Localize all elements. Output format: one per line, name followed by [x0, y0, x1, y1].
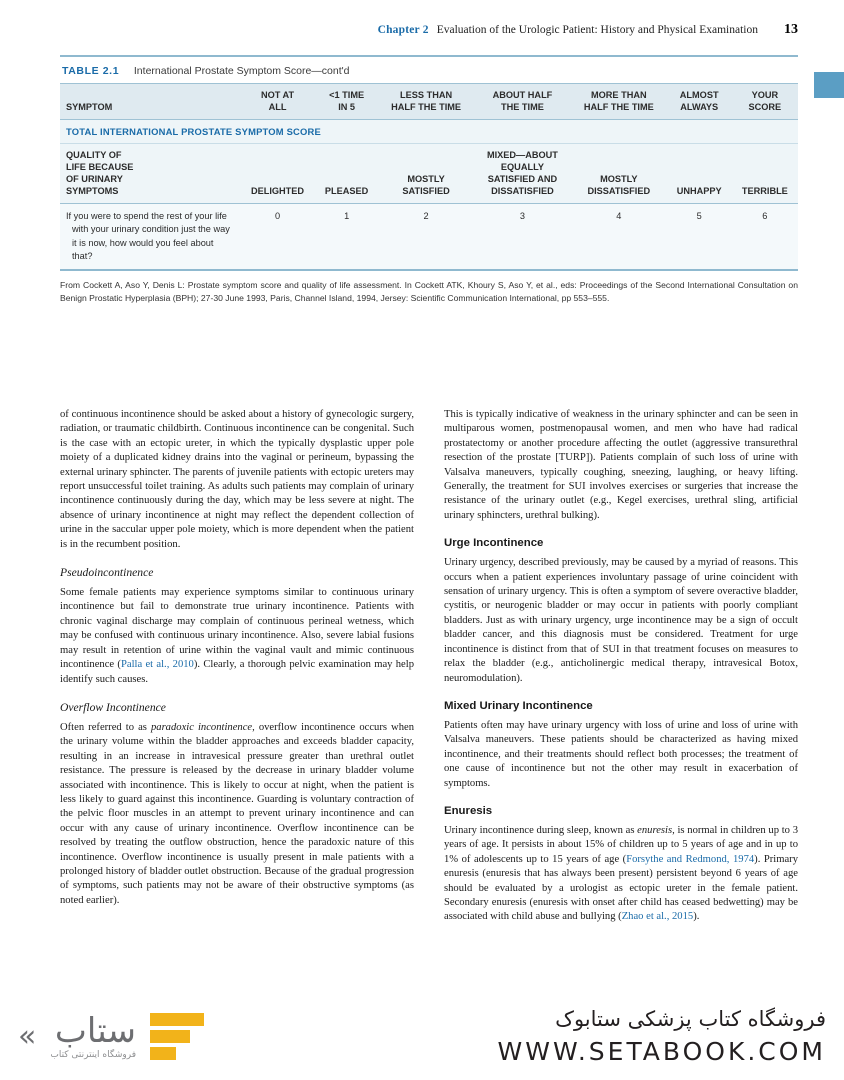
body-columns: [60, 408, 798, 925]
footer-banner: [0, 992, 844, 1080]
line2: ALWAYS: [680, 101, 719, 112]
line2: SATISFIED: [402, 185, 450, 196]
line1: LESS THAN: [400, 90, 453, 100]
paragraph-pseudoincontinence: [60, 586, 414, 687]
line2: HALF THE TIME: [583, 101, 654, 112]
text-d: ).: [693, 911, 700, 923]
qol-question-cell: [60, 203, 240, 269]
qol-option-pleased: [315, 144, 378, 204]
col-header-symptom: [60, 84, 240, 120]
heading-enuresis: Enuresis: [444, 804, 493, 817]
qol-label-line2: LIFE BECAUSE: [66, 161, 134, 172]
footer-url[interactable]: WWW.SETABOOK.COM: [497, 1036, 826, 1066]
citation-palla-2010[interactable]: Palla et al., 2010: [120, 659, 194, 671]
qol-score-2: 2: [378, 203, 474, 269]
qol-score-3: 3: [474, 203, 571, 269]
line1: YOUR: [751, 90, 779, 100]
line1: PLEASED: [324, 185, 369, 196]
col-header-more-than-half: [571, 84, 667, 120]
table-header-row: [60, 84, 798, 120]
qol-label-line4: SYMPTOMS: [66, 185, 119, 196]
qol-question-text: If you were to spend the rest of your life with your urinary condition just the way it is now, how would you feel about that?: [66, 210, 230, 261]
line1: TERRIBLE: [741, 185, 788, 196]
text-b: is normal in children up to 3 years of age. It persists in about 15% of children up to 5 years of age and in up to 1% of adolescents up to 15 years of age (: [444, 824, 798, 865]
qol-label: [60, 144, 240, 204]
brand-subtitle-fa: فروشگاه اینترنتی کتاب: [50, 1049, 137, 1060]
line1: NOT AT: [260, 90, 295, 100]
text-c: ). Primary enuresis (enuresis that has always been present) persistent beyond 6 years of age should be evaluated by a urologist as ectopic ureter in the female patient. Secondary enuresis (enuresis with onset after child has ceased bedwetting) may be associated with child abuse and bullying (: [444, 853, 798, 923]
qol-score-1: 1: [315, 203, 378, 269]
text-a: Some female patients may experience symptoms similar to continuous urinary incontinence but fail to demonstrate true urinary incontinence. Patients with chronic vaginal discharge may complain of continuous perineal wetness, which may be confused with continuous urinary incontinence. Also, severe labial fusions may result in retention of urine within the vaginal vault and mimic continuous incontinence (: [60, 587, 414, 671]
running-head-chapter: Chapter 2: [377, 24, 429, 36]
text-a: Often referred to as: [60, 721, 151, 733]
logo-bar-3: [150, 1047, 176, 1060]
running-head: [60, 22, 798, 38]
paragraph-urge-incontinence: Urinary urgency, described previously, may be caused by a myriad of reasons. This occurs when a patient experiences involuntary passage of urine coincident with sensation of urinary urgency. This is often a symptom of severe overactive bladder, cystitis, or neurogenic bladder or may occur in patients with poorly compliant bladders. Just as with urinary urgency, urge incontinence may be a sign of occult bladder cancer, and this diagnosis must be considered. Treatment for urge incontinence is distinct from that of SUI in that treatment focuses on measures to relax the bladder (e.g., anticholinergic medical therapy, intravesical Botox, neuromodulation).: [444, 557, 798, 684]
heading-pseudoincontinence: Pseudoincontinence: [60, 566, 154, 580]
table-row-qol-question: [60, 203, 798, 269]
chapter-edge-tab: [814, 72, 844, 98]
logo-bar-1: [150, 1013, 204, 1026]
qol-option-terrible: [732, 144, 798, 204]
table-row-total-score: [60, 120, 798, 144]
col-header-less-than-half: [378, 84, 474, 120]
qol-option-mostly-dissatisfied: [571, 144, 667, 204]
table-caption: [60, 55, 798, 83]
brand-name-fa: ستاب: [54, 1010, 137, 1051]
table-source-note: From Cockett A, Aso Y, Denis L: Prostate symptom score and quality of life assessment. In Cockett ATK, Khoury S, Aso Y, et al., eds: Proceedings of the Second International Consultation on Benign Prostatic Hyperplasia (BPH); 27-30 June 1993, Paris, Channel Island, 1994, Jersey: Scientific Communication International, pp 553–555.: [60, 280, 798, 304]
text-a: Urinary incontinence during sleep, known as: [444, 824, 638, 836]
ipss-table: [60, 83, 798, 269]
text-b: overflow incontinence occurs when the urinary volume within the bladder approaches and exceeds bladder capacity, resulting in an increase in intravesical pressure greater than urethral outlet resistance. The pressure is released by the decrease in urinary bladder volume associated with incontinence. This is likely to occur at night, when the patient is less likely to guard against this incontinence. Guarding is voluntary contraction of the pelvic floor muscles in an attempt to prevent urinary incontinence and can occur with any cause of urinary incontinence. Overflow incontinence can be resolved by treating the outflow obstruction, hence the paradoxic nature of this incontinence. Overflow incontinence is usually present in male patients with a prolonged history of bladder outlet obstruction. Because of the gradual progression of symptoms, such patients may not be aware of their obstructive symptoms (as noted earlier).: [60, 721, 414, 906]
paragraph-enuresis: [444, 824, 798, 925]
qol-label-line1: QUALITY OF: [66, 150, 122, 160]
table-head: [60, 84, 798, 120]
col-header-symptom-line1: SYMPTOM: [66, 101, 113, 112]
term-enuresis: enuresis,: [637, 824, 675, 836]
line2: THE TIME: [501, 101, 544, 112]
col-header-not-at-all: [240, 84, 315, 120]
running-head-title: Evaluation of the Urologic Patient: History and Physical Examination: [436, 24, 758, 36]
column-right: [444, 408, 798, 925]
line2: ALL: [268, 101, 287, 112]
total-score-label: TOTAL INTERNATIONAL PROSTATE SYMPTOM SCORE: [60, 120, 798, 144]
col-header-almost-always: [667, 84, 732, 120]
col-header-less-than-1-in-5: [315, 84, 378, 120]
col-header-your-score: [732, 84, 798, 120]
line2: SCORE: [748, 101, 782, 112]
paragraph-mixed-incontinence: Patients often may have urinary urgency with loss of urine and loss of urine with Valsalva maneuvers. These patients should be characterized as having mixed incontinence, and their treatments should reflect both processes; the treatment of one cause of incontinence but not the other may result in exacerbation of symptoms.: [444, 719, 798, 789]
table-title: International Prostate Symptom Score—cont'd: [133, 65, 350, 77]
citation-zhao-2015[interactable]: Zhao et al., 2015: [621, 911, 694, 923]
qol-score-4: 4: [571, 203, 667, 269]
table-row-qol-header: [60, 144, 798, 204]
paragraph-stress-incontinence: This is typically indicative of weakness in the urinary sphincter and can be seen in multiparous women, postmenopausal women, and men who have had radical prostatectomy or another procedure affecting the outlet (aggressive transurethral resection of the prostate [TURP]). Patients complain of such loss of urine with Valsalva maneuvers, typically coughing, sneezing, laughing, or heavy lifting. Generally, the treatment for SUI involves exercises or surgeries that increase the resistance of the urinary outlet (e.g., Kegel exercises, urethral sling, artificial urinary sphincters, urethral bulking).: [444, 409, 798, 521]
line4: DISSATISFIED: [491, 185, 554, 196]
chevron-left-icon: «: [18, 1018, 37, 1054]
col-header-about-half: [474, 84, 571, 120]
brand-wordmark: [50, 1010, 137, 1060]
qol-option-mostly-satisfied: [378, 144, 474, 204]
line2: DISSATISFIED: [587, 185, 651, 196]
line1: UNHAPPY: [676, 185, 722, 196]
qol-label-line3: OF URINARY: [66, 173, 123, 184]
line2: EQUALLY: [500, 161, 544, 172]
logo-bar-2: [150, 1030, 190, 1043]
paragraph-overflow-incontinence: [60, 721, 414, 908]
footer-tagline-fa: فروشگاه کتاب پزشکی ستابوک: [555, 1007, 826, 1032]
qol-score-5: 5: [667, 203, 732, 269]
term-paradoxic-incontinence: paradoxic incontinence,: [150, 721, 255, 733]
heading-urge-incontinence: Urge Incontinence: [444, 537, 544, 550]
line1: ALMOST: [679, 90, 719, 100]
line1: ABOUT HALF: [492, 90, 553, 100]
table-body: [60, 120, 798, 270]
line1: MOSTLY: [600, 173, 638, 184]
line1: MIXED—ABOUT: [486, 150, 558, 160]
qol-score-6: 6: [732, 203, 798, 269]
line2: HALF THE TIME: [391, 101, 462, 112]
line1: MOSTLY: [407, 173, 445, 184]
table-bottom-rule: [60, 269, 798, 271]
table-block: [60, 55, 798, 305]
line2: IN 5: [338, 101, 356, 112]
text-b: ). Clearly, a thorough pelvic examination may help identify such causes.: [60, 659, 414, 685]
page-number: 13: [784, 22, 798, 37]
brand-logo-icon: [150, 1011, 204, 1063]
column-left: [60, 408, 414, 925]
footer-brand: [18, 1011, 204, 1063]
qol-option-unhappy: [667, 144, 732, 204]
footer-tagline: [498, 1007, 826, 1065]
heading-overflow-incontinence: Overflow Incontinence: [60, 700, 166, 714]
citation-forsythe-redmond-1974[interactable]: Forsythe and Redmond, 1974: [626, 853, 755, 865]
line3: SATISFIED AND: [487, 173, 558, 184]
paragraph-continuous-incontinence: of continuous incontinence should be asked about a history of gynecologic surgery, radiation, or traumatic childbirth. Continuous incontinence can be congenital. Such is the case with an ectopic ureter, in which the typically dysplastic upper pole moiety of a duplicated kidney drains into the vaginal or perineum, bypassing the external urinary sphincter. The parents of juvenile patients with ectopic ureters may report unsuccessful toilet training. As adults such patients may complain of urinary incontinence continuously during the day, which may be less severe at night. The absence of urinary incontinence at night may reflect the dependent collection of urine in the saccular upper pole moiety, which is more dependent when the patient is in the recumbent position.: [60, 409, 414, 550]
qol-score-0: 0: [240, 203, 315, 269]
heading-mixed-urinary-incontinence: Mixed Urinary Incontinence: [444, 699, 593, 712]
line1: DELIGHTED: [250, 185, 305, 196]
table-number: TABLE 2.1: [62, 65, 120, 77]
qol-option-delighted: [240, 144, 315, 204]
line1: MORE THAN: [590, 90, 647, 100]
line1: <1 TIME: [329, 90, 365, 100]
qol-option-mixed: [474, 144, 571, 204]
